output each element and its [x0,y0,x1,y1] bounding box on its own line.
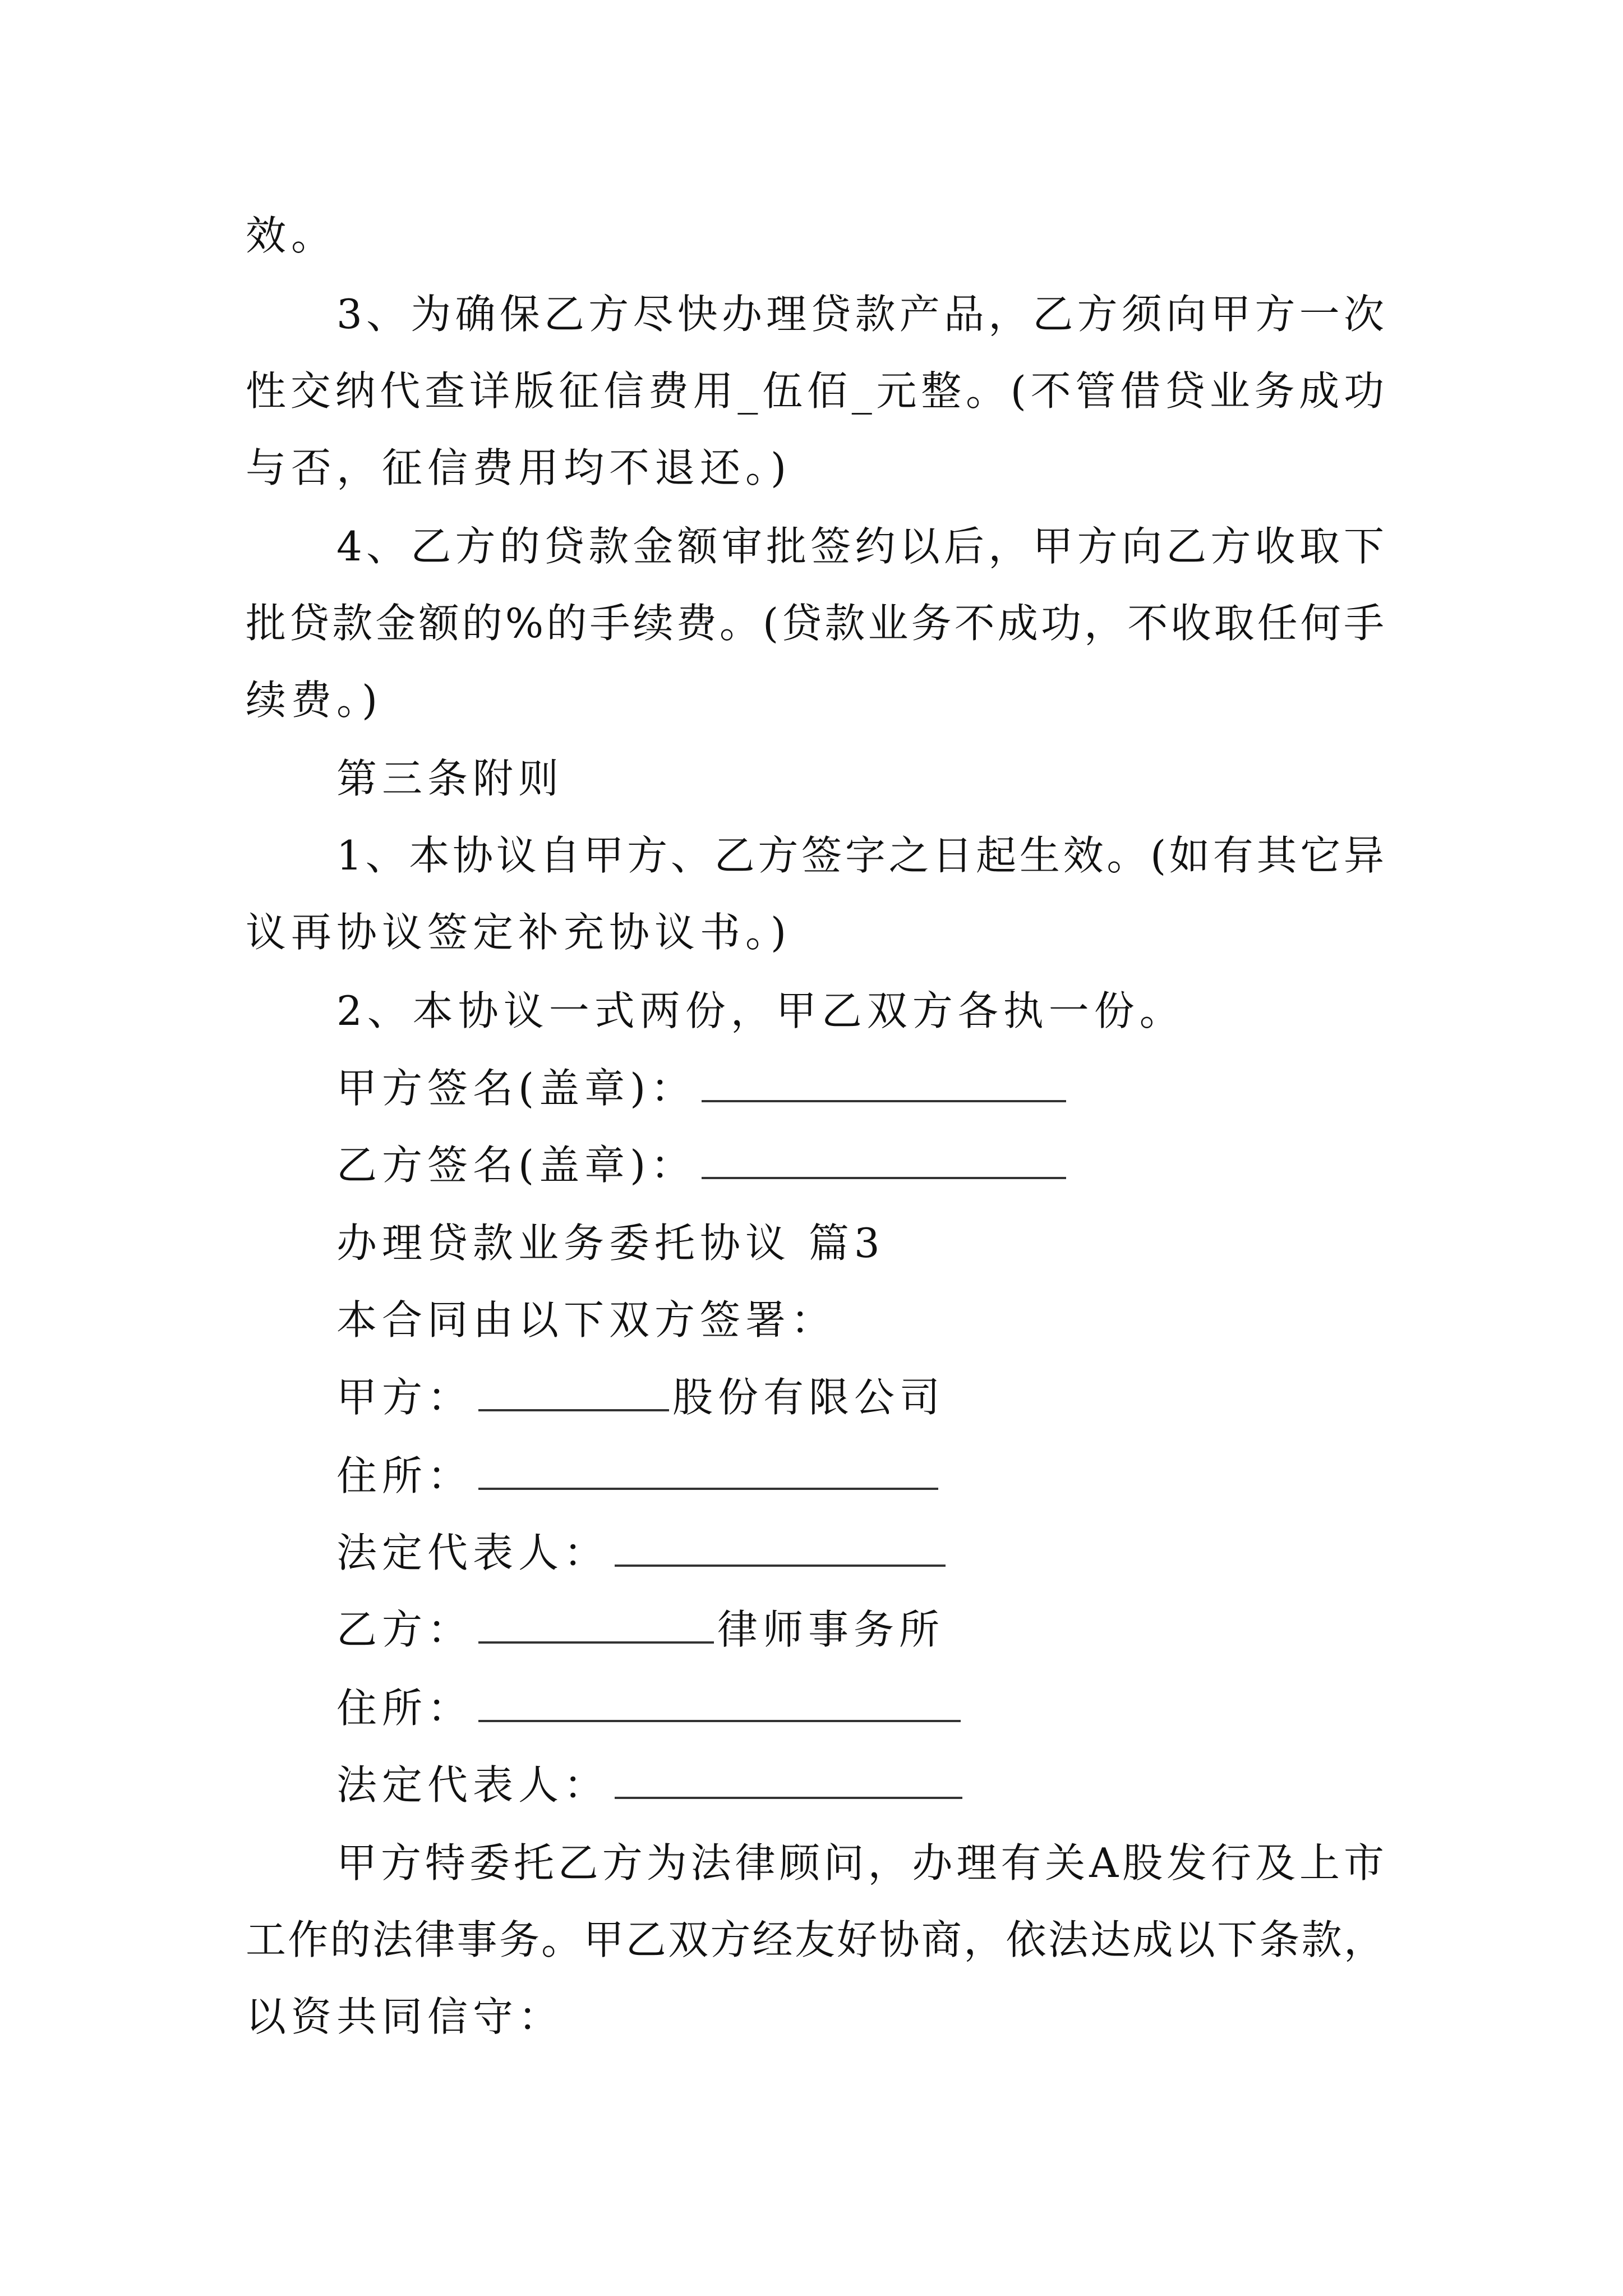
field-label: 法定代表人： [336,1761,610,1809]
text-line: 4、乙方的贷款金额审批签约以后，甲方向乙方收取下 [336,523,1384,570]
field-label: 乙方： [336,1606,473,1653]
party-a-address-line [336,1448,942,1503]
text-line: 议再协议签定补充协议书。) [246,909,792,956]
text-line: 以资共同信守： [246,1993,564,2040]
text-line: 续费。) [246,677,383,724]
text-line: 本合同由以下双方签署： [336,1296,837,1343]
name-blank [478,1370,669,1411]
field-label: 住所： [336,1685,473,1732]
signature-label: 甲方签名(盖章)： [336,1065,697,1112]
party-b-representative-line [336,1757,966,1812]
signature-line-party-b [336,1138,1069,1192]
agreement-title: 办理贷款业务委托协议 篇3 [336,1220,885,1267]
signature-line-party-a [336,1061,1069,1115]
section-heading: 第三条附则 [336,755,564,802]
text-line: 1、本协议自甲方、乙方签字之日起生效。(如有其它异 [336,832,1384,879]
text-line: 工作的法律事务。甲乙双方经友好协商，依法达成以下条款， [246,1916,1384,1963]
text-line: 与否，征信费用均不退还。) [246,444,792,491]
text-line: 2、本协议一式两份，甲乙双方各执一份。 [336,987,1185,1034]
text-line: 性交纳代查详版征信费用_伍佰_元整。(不管借贷业务成功 [246,367,1384,415]
text-line: 效。 [246,212,337,259]
name-blank [478,1602,714,1644]
party-b-suffix: 律师事务所 [717,1606,945,1653]
party-b-line [336,1602,944,1657]
representative-blank [615,1757,962,1799]
party-b-address-line [336,1681,964,1735]
field-label: 法定代表人： [336,1529,610,1576]
signature-label: 乙方签名(盖章)： [336,1142,697,1189]
party-a-line [336,1370,945,1424]
signature-blank [702,1061,1066,1102]
text-line: 甲方特委托乙方为法律顾问，办理有关A股发行及上市 [336,1839,1384,1887]
text-line: 3、为确保乙方尽快办理贷款产品，乙方须向甲方一次 [336,291,1384,338]
field-label: 甲方： [336,1374,473,1421]
party-a-representative-line [336,1525,949,1580]
signature-blank [702,1138,1066,1179]
field-label: 住所： [336,1452,473,1499]
address-blank [478,1448,938,1490]
party-a-suffix: 股份有限公司 [672,1374,946,1421]
address-blank [478,1681,961,1722]
text-line: 批贷款金额的%的手续费。(贷款业务不成功，不收取任何手 [246,600,1384,647]
representative-blank [615,1525,946,1567]
